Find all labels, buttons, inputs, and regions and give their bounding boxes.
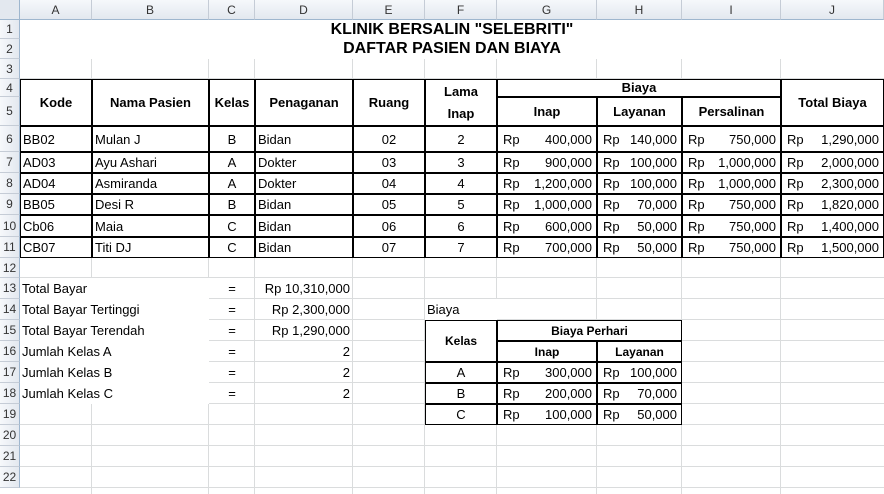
summary-label[interactable]: Jumlah Kelas B <box>20 362 209 383</box>
currency-symbol: Rp <box>603 365 620 380</box>
gridline-horizontal <box>20 466 884 467</box>
amount-value: 50,000 <box>637 407 677 422</box>
cell-lama-inap[interactable]: 2 <box>425 126 497 152</box>
summary-value[interactable]: Rp 10,310,000 <box>264 281 350 296</box>
cell-kelas[interactable]: B <box>209 194 255 215</box>
rate-cell-layanan[interactable] <box>597 362 682 383</box>
cell-total-biaya[interactable] <box>781 152 884 173</box>
cell-kode[interactable]: BB02 <box>20 126 92 152</box>
amount-value: 1,290,000 <box>821 131 879 147</box>
cell-biaya-persalinan[interactable] <box>682 152 781 173</box>
cell-biaya-inap[interactable] <box>497 173 597 194</box>
cell-nama-pasien[interactable]: Desi R <box>92 194 209 215</box>
cell-biaya-layanan[interactable] <box>597 126 682 152</box>
cell-kode[interactable]: BB05 <box>20 194 92 215</box>
header-biaya[interactable]: Biaya <box>497 79 781 97</box>
rate-cell-kelas[interactable]: C <box>425 404 497 425</box>
row-header-2[interactable]: 2 <box>0 39 20 59</box>
amount-value: 1,400,000 <box>821 218 879 234</box>
cell-nama-pasien[interactable]: Asmiranda <box>92 173 209 194</box>
header-nama-pasien[interactable]: Nama Pasien <box>92 79 209 126</box>
column-header-f[interactable]: F <box>425 0 497 20</box>
currency-symbol: Rp <box>603 131 620 147</box>
amount-value: 700,000 <box>545 240 592 255</box>
currency-symbol: Rp <box>688 197 705 212</box>
row-header-21[interactable]: 21 <box>0 446 20 467</box>
rate-cell-inap[interactable] <box>497 362 597 383</box>
row-header-19[interactable]: 19 <box>0 404 20 425</box>
column-header-j[interactable]: J <box>781 0 884 20</box>
currency-symbol: Rp <box>787 131 804 147</box>
cell-ruang[interactable]: 06 <box>353 215 425 237</box>
cell-total-biaya[interactable] <box>781 215 884 237</box>
header-total-biaya[interactable]: Total Biaya <box>781 79 884 126</box>
currency-symbol: Rp <box>688 176 705 191</box>
cell-biaya-persalinan[interactable] <box>682 173 781 194</box>
header-persalinan[interactable]: Persalinan <box>682 97 781 126</box>
row-header-20[interactable]: 20 <box>0 425 20 446</box>
row-header-8[interactable]: 8 <box>0 173 20 194</box>
amount-value: 70,000 <box>637 197 677 212</box>
currency-symbol: Rp <box>503 386 520 401</box>
amount-value: 140,000 <box>630 131 677 147</box>
rate-cell-layanan[interactable] <box>597 383 682 404</box>
currency-symbol: Rp <box>603 176 620 191</box>
amount-value: 1,200,000 <box>534 176 592 191</box>
summary-value[interactable]: 2 <box>342 365 350 380</box>
cell-biaya-layanan[interactable] <box>597 215 682 237</box>
cell-total-biaya[interactable] <box>781 126 884 152</box>
cell-ruang[interactable]: 05 <box>353 194 425 215</box>
column-header-a[interactable]: A <box>20 0 92 20</box>
cell-biaya-persalinan[interactable] <box>682 194 781 215</box>
amount-value: 70,000 <box>637 386 677 401</box>
row-header-16[interactable]: 16 <box>0 341 20 362</box>
amount-value: 1,500,000 <box>821 240 879 255</box>
rate-cell-inap[interactable] <box>497 383 597 404</box>
sheet-title[interactable]: KLINIK BERSALIN "SELEBRITI" <box>20 20 884 39</box>
row-header-13[interactable]: 13 <box>0 278 20 299</box>
header-penanganan[interactable]: Penaganan <box>255 79 353 126</box>
cell-penanganan[interactable]: Bidan <box>255 237 353 258</box>
cell-biaya-layanan[interactable] <box>597 173 682 194</box>
cell-biaya-persalinan[interactable] <box>682 215 781 237</box>
cell-kode[interactable]: AD04 <box>20 173 92 194</box>
summary-equals[interactable]: = <box>228 281 236 296</box>
rate-header-layanan[interactable]: Layanan <box>597 341 682 362</box>
amount-value: 600,000 <box>545 218 592 234</box>
cell-biaya-persalinan[interactable] <box>682 237 781 258</box>
cell-nama-pasien[interactable]: Maia <box>92 215 209 237</box>
amount-value: 750,000 <box>729 131 776 147</box>
header-kode[interactable]: Kode <box>20 79 92 126</box>
header-inap[interactable]: Inap <box>497 97 597 126</box>
amount-value: 1,000,000 <box>718 155 776 170</box>
rate-table-caption[interactable]: Biaya <box>425 299 497 320</box>
row-header-17[interactable]: 17 <box>0 362 20 383</box>
header-lama-inap[interactable]: Lama Inap <box>425 79 497 126</box>
cell-ruang[interactable]: 07 <box>353 237 425 258</box>
column-header-g[interactable]: G <box>497 0 597 20</box>
cell-kelas[interactable]: C <box>209 237 255 258</box>
amount-value: 300,000 <box>545 365 592 380</box>
rate-cell-inap[interactable] <box>497 404 597 425</box>
cell-kode[interactable]: Cb06 <box>20 215 92 237</box>
amount-value: 100,000 <box>630 155 677 170</box>
rate-cell-kelas[interactable]: B <box>425 383 497 404</box>
column-header-d[interactable]: D <box>255 0 353 20</box>
column-header-b[interactable]: B <box>92 0 209 20</box>
cell-nama-pasien[interactable]: Mulan J <box>92 126 209 152</box>
amount-value: 50,000 <box>637 240 677 255</box>
column-header-e[interactable]: E <box>353 0 425 20</box>
cell-biaya-persalinan[interactable] <box>682 126 781 152</box>
cell-penanganan[interactable]: Dokter <box>255 173 353 194</box>
cell-penanganan[interactable]: Bidan <box>255 126 353 152</box>
cell-kelas[interactable]: A <box>209 152 255 173</box>
cell-penanganan[interactable]: Bidan <box>255 215 353 237</box>
amount-value: 2,000,000 <box>821 155 879 170</box>
amount-value: 50,000 <box>637 218 677 234</box>
currency-symbol: Rp <box>787 176 804 191</box>
cell-lama-inap[interactable]: 3 <box>425 152 497 173</box>
currency-symbol: Rp <box>787 197 804 212</box>
amount-value: 750,000 <box>729 218 776 234</box>
amount-value: 100,000 <box>545 407 592 422</box>
gridline-horizontal <box>20 487 884 488</box>
amount-value: 750,000 <box>729 240 776 255</box>
rate-cell-layanan[interactable] <box>597 404 682 425</box>
currency-symbol: Rp <box>503 176 520 191</box>
summary-equals[interactable]: = <box>228 302 236 317</box>
cell-lama-inap[interactable]: 5 <box>425 194 497 215</box>
cell-nama-pasien[interactable]: Titi DJ <box>92 237 209 258</box>
rate-header-inap[interactable]: Inap <box>497 341 597 362</box>
row-header-1[interactable]: 1 <box>0 20 20 39</box>
currency-symbol: Rp <box>503 240 520 255</box>
amount-value: 900,000 <box>545 155 592 170</box>
select-all-corner[interactable] <box>0 0 20 20</box>
cell-lama-inap[interactable]: 4 <box>425 173 497 194</box>
cell-biaya-inap[interactable] <box>497 215 597 237</box>
cell-biaya-inap[interactable] <box>497 152 597 173</box>
currency-symbol: Rp <box>503 218 520 234</box>
row-header-14[interactable]: 14 <box>0 299 20 320</box>
currency-symbol: Rp <box>603 240 620 255</box>
cell-kelas[interactable]: B <box>209 126 255 152</box>
currency-symbol: Rp <box>503 197 520 212</box>
cell-biaya-inap[interactable] <box>497 194 597 215</box>
summary-value[interactable]: Rp 1,290,000 <box>271 323 350 338</box>
row-header-7[interactable]: 7 <box>0 152 20 173</box>
summary-label[interactable]: Total Bayar Terendah <box>20 320 209 341</box>
row-header-10[interactable]: 10 <box>0 215 20 237</box>
cell-biaya-inap[interactable] <box>497 237 597 258</box>
cell-total-biaya[interactable] <box>781 173 884 194</box>
currency-symbol: Rp <box>503 155 520 170</box>
summary-equals[interactable]: = <box>228 344 236 359</box>
currency-symbol: Rp <box>688 131 705 147</box>
amount-value: 1,820,000 <box>821 197 879 212</box>
currency-symbol: Rp <box>787 218 804 234</box>
cell-total-biaya[interactable] <box>781 194 884 215</box>
currency-symbol: Rp <box>787 155 804 170</box>
column-header-h[interactable]: H <box>597 0 682 20</box>
amount-value: 750,000 <box>729 197 776 212</box>
summary-label[interactable]: Total Bayar <box>20 278 209 299</box>
cell-kode[interactable]: AD03 <box>20 152 92 173</box>
cell-biaya-layanan[interactable] <box>597 237 682 258</box>
header-kelas[interactable]: Kelas <box>209 79 255 126</box>
sheet-subtitle[interactable]: DAFTAR PASIEN DAN BIAYA <box>20 39 884 59</box>
header-ruang[interactable]: Ruang <box>353 79 425 126</box>
cell-total-biaya[interactable] <box>781 237 884 258</box>
row-header-22[interactable]: 22 <box>0 467 20 488</box>
row-header-11[interactable]: 11 <box>0 237 20 258</box>
summary-label[interactable]: Jumlah Kelas A <box>20 341 209 362</box>
summary-value[interactable]: 2 <box>342 386 350 401</box>
cell-biaya-layanan[interactable] <box>597 152 682 173</box>
amount-value: 100,000 <box>630 365 677 380</box>
cell-kelas[interactable]: A <box>209 173 255 194</box>
amount-value: 100,000 <box>630 176 677 191</box>
amount-value: 1,000,000 <box>718 176 776 191</box>
currency-symbol: Rp <box>503 131 520 147</box>
summary-label[interactable]: Total Bayar Tertinggi <box>20 299 209 320</box>
row-header-18[interactable]: 18 <box>0 383 20 404</box>
currency-symbol: Rp <box>688 155 705 170</box>
cell-biaya-layanan[interactable] <box>597 194 682 215</box>
summary-equals[interactable]: = <box>228 365 236 380</box>
column-header-i[interactable]: I <box>682 0 781 20</box>
summary-equals[interactable]: = <box>228 323 236 338</box>
cell-kelas[interactable]: C <box>209 215 255 237</box>
cell-lama-inap[interactable]: 6 <box>425 215 497 237</box>
summary-equals[interactable]: = <box>228 386 236 401</box>
cell-penanganan[interactable]: Bidan <box>255 194 353 215</box>
rate-header-biaya-perhari[interactable]: Biaya Perhari <box>497 320 682 341</box>
cell-penanganan[interactable]: Dokter <box>255 152 353 173</box>
row-header-4[interactable]: 4 <box>0 79 20 97</box>
cell-ruang[interactable]: 02 <box>353 126 425 152</box>
amount-value: 1,000,000 <box>534 197 592 212</box>
currency-symbol: Rp <box>603 197 620 212</box>
currency-symbol: Rp <box>603 218 620 234</box>
cell-lama-inap[interactable]: 7 <box>425 237 497 258</box>
row-header-12[interactable]: 12 <box>0 258 20 278</box>
currency-symbol: Rp <box>603 155 620 170</box>
currency-symbol: Rp <box>503 407 520 422</box>
header-layanan[interactable]: Layanan <box>597 97 682 126</box>
gridline-horizontal <box>20 445 884 446</box>
amount-value: 400,000 <box>545 131 592 147</box>
cell-biaya-inap[interactable] <box>497 126 597 152</box>
cell-kode[interactable]: CB07 <box>20 237 92 258</box>
rate-cell-kelas[interactable]: A <box>425 362 497 383</box>
row-header-3[interactable]: 3 <box>0 59 20 79</box>
currency-symbol: Rp <box>603 407 620 422</box>
row-header-9[interactable]: 9 <box>0 194 20 215</box>
row-header-5[interactable]: 5 <box>0 97 20 126</box>
summary-label[interactable]: Jumlah Kelas C <box>20 383 209 404</box>
row-header-15[interactable]: 15 <box>0 320 20 341</box>
currency-symbol: Rp <box>503 365 520 380</box>
summary-value[interactable]: Rp 2,300,000 <box>271 302 350 317</box>
amount-value: 200,000 <box>545 386 592 401</box>
rate-header-kelas[interactable]: Kelas <box>425 320 497 362</box>
currency-symbol: Rp <box>688 240 705 255</box>
summary-value[interactable]: 2 <box>342 344 350 359</box>
currency-symbol: Rp <box>688 218 705 234</box>
cell-ruang[interactable]: 04 <box>353 173 425 194</box>
currency-symbol: Rp <box>603 386 620 401</box>
currency-symbol: Rp <box>787 240 804 255</box>
cell-nama-pasien[interactable]: Ayu Ashari <box>92 152 209 173</box>
column-header-c[interactable]: C <box>209 0 255 20</box>
amount-value: 2,300,000 <box>821 176 879 191</box>
cell-ruang[interactable]: 03 <box>353 152 425 173</box>
row-header-6[interactable]: 6 <box>0 126 20 152</box>
